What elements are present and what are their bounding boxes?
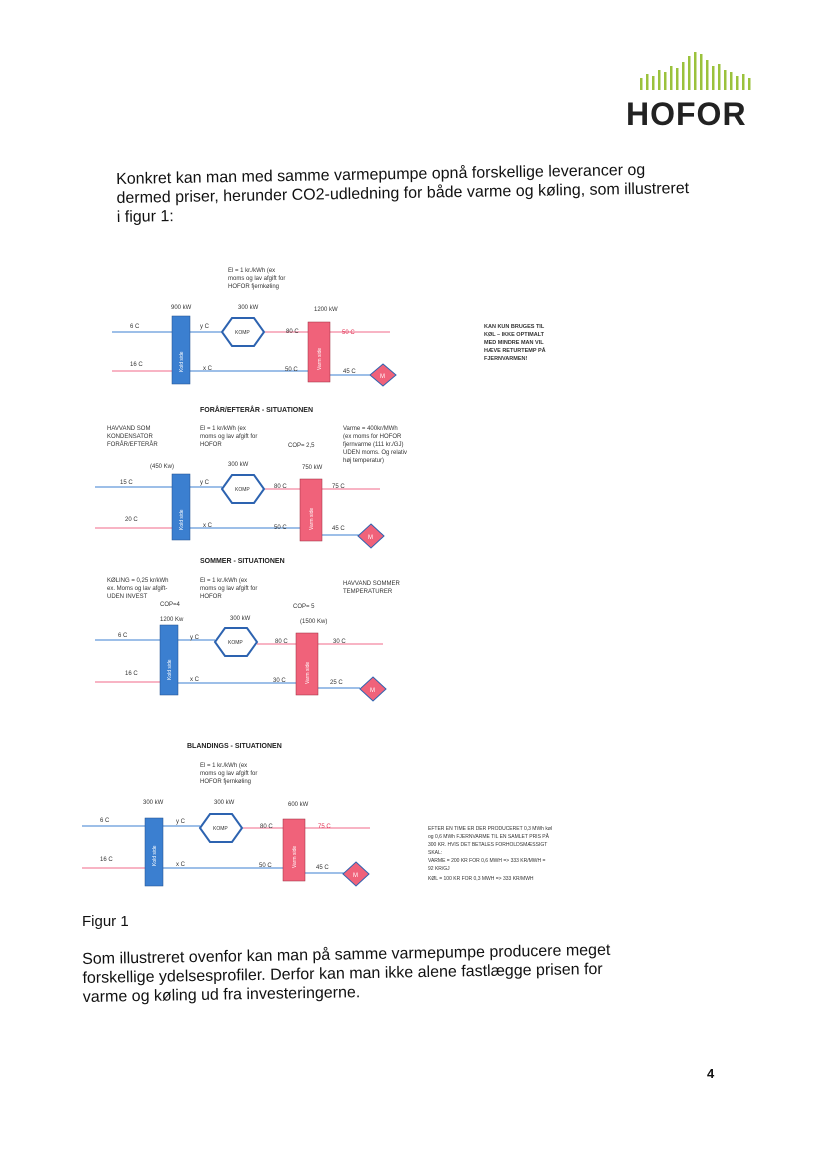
d1-yc: y C: [200, 324, 209, 330]
d1-note-1: KAN KUN BRUGES TIL: [484, 324, 545, 330]
d3-left-kw: 1200 Kw: [160, 617, 184, 623]
d4-el-line-3: HOFOR fjernkøling: [200, 779, 252, 785]
d1-el-line-1: El = 1 kr./kWh (ex: [228, 268, 276, 274]
d3-motor-label: M: [370, 688, 375, 694]
diagram-1: [112, 268, 546, 414]
d3-mid-kw: 300 kW: [230, 616, 251, 622]
d1-motor-label: M: [380, 374, 385, 380]
d1-xc: x C: [203, 366, 212, 372]
d2-mid-kw: 300 kW: [228, 462, 249, 468]
d4-left-kw: 300 kW: [143, 800, 164, 806]
page-number: 4: [707, 1066, 715, 1081]
d1-note-4: HÆVE RETURTEMP PÅ: [484, 348, 546, 354]
d2-left-note-1: HAVVAND SOM: [107, 426, 151, 432]
d1-varm-label: Varm side: [317, 347, 323, 370]
d2-varm-label: Varm side: [309, 507, 315, 530]
d4-cold-out: 16 C: [100, 857, 113, 863]
d1-cold-in: 6 C: [130, 324, 140, 330]
figure-caption: Figur 1: [82, 913, 129, 930]
d4-kold-label: Kold side: [152, 845, 158, 866]
d1-cold-out: 16 C: [130, 362, 143, 368]
d1-mid-kw: 300 kW: [238, 305, 259, 311]
outro-paragraph: Som illustreret ovenfor kan man på samme varmepumpe producere meget forskellige ydelsesprofiler. Derfor kan man ikke alene fastlægge prisen for varme og køling ud fra investeringerne.: [82, 941, 611, 1006]
d3-left-note-1: KØLING = 0,25 kr/kWh: [107, 578, 169, 584]
d2-left-note-2: KONDENSATOR: [107, 434, 153, 440]
d2-yc: y C: [200, 480, 209, 486]
d2-ret: 45 C: [332, 526, 345, 532]
d3-el-line-3: HOFOR: [200, 594, 222, 600]
d2-right-note-4: UDEN moms. Og relativ: [343, 450, 408, 456]
d1-hot-out: 50 C: [342, 330, 355, 336]
d3-el-line-1: El = 1 kr./kWh (ex: [200, 578, 248, 584]
d4-komp-label: KOMP: [213, 826, 228, 832]
d4-note-7: KØL = 100 KR FOR 0,3 MWH => 333 KR/MWH: [428, 876, 534, 882]
d1-hot-bottom: 50 C: [285, 367, 298, 373]
diagram-2: [95, 426, 407, 565]
d1-kold-side-block: [172, 316, 190, 384]
d2-left-kw: (450 Kw): [150, 464, 175, 470]
d1-ret: 45 C: [343, 369, 356, 375]
d1-komp-label: KOMP: [235, 330, 250, 336]
d2-motor-label: M: [368, 535, 373, 541]
d3-right-note-2: TEMPERATURER: [343, 589, 393, 595]
d1-title: FORÅR/EFTERÅR - SITUATIONEN: [200, 407, 314, 414]
d3-cop-left: COP=4: [160, 602, 180, 608]
d3-cop-right: COP= 5: [293, 604, 315, 610]
d2-hot-bottom: 50 C: [274, 525, 287, 531]
d4-note-3: 300 KR. HVIS DET BETALES FORHOLDSMÆSSIGT: [428, 842, 548, 848]
d3-kold-label: Kold side: [167, 659, 173, 680]
d2-komp-label: KOMP: [235, 487, 250, 493]
d2-title: SOMMER - SITUATIONEN: [200, 558, 285, 565]
hofor-logo-text: HOFOR: [626, 96, 747, 132]
d2-el-line-2: moms og lav afgift for: [200, 434, 258, 440]
intro-paragraph: Konkret kan man med samme varmepumpe opnå forskellige leverancer og dermed priser, herunder CO2-udledning for både varme og køling, som illustreret i figur 1:: [116, 161, 690, 226]
d1-hot-top: 80 C: [286, 329, 299, 335]
d4-cold-in: 6 C: [100, 818, 110, 824]
d3-left-note-3: UDEN INVEST: [107, 594, 148, 600]
d1-left-kw: 900 kW: [171, 305, 192, 311]
d4-mid-kw: 300 kW: [214, 800, 235, 806]
d3-varm-label: Varm side: [305, 661, 311, 684]
d4-note-6: 92 KR/GJ: [428, 866, 450, 872]
d1-note-3: MED MINDRE MAN VIL: [484, 340, 544, 346]
d3-hot-top: 80 C: [275, 639, 288, 645]
d2-right-note-2: (ex moms for HOFOR: [343, 434, 402, 440]
d4-motor-label: M: [353, 873, 358, 879]
d3-yc: y C: [190, 635, 199, 641]
d1-el-line-3: HOFOR fjernkøling: [228, 284, 280, 290]
d2-cop: COP= 2,5: [288, 443, 315, 449]
d3-el-line-2: moms og lav afgift for: [200, 586, 258, 592]
d2-el-line-1: El = 1 kr/kWh (ex: [200, 426, 246, 432]
d1-right-kw: 1200 kW: [314, 307, 338, 313]
d2-right-note-5: høj temperatur): [343, 458, 385, 464]
d3-cold-out: 16 C: [125, 671, 138, 677]
d2-cold-in: 15 C: [120, 480, 133, 486]
d3-komp-label: KOMP: [228, 640, 243, 646]
d2-hot-top: 80 C: [274, 484, 287, 490]
d3-hot-bottom: 30 C: [273, 678, 286, 684]
d4-varm-label: Varm side: [292, 845, 298, 868]
d2-left-note-3: FORÅR/EFTERÅR: [107, 442, 158, 448]
d3-right-note-1: HAVVAND SOMMER: [343, 581, 400, 587]
d2-xc: x C: [203, 523, 212, 529]
d4-xc: x C: [176, 862, 185, 868]
d3-right-kw: (1500 Kw): [300, 619, 328, 625]
d3-xc: x C: [190, 677, 199, 683]
d1-el-line-2: moms og lav afgift for: [228, 276, 286, 282]
d4-right-kw: 600 kW: [288, 802, 309, 808]
d2-right-note-3: fjernvarme (111 kr./GJ): [343, 442, 404, 448]
d2-right-kw: 750 kW: [302, 465, 323, 471]
d4-el-line-2: moms og lav afgift for: [200, 771, 258, 777]
d2-right-note-1: Varme = 400kr/MWh: [343, 426, 398, 432]
d4-note-1: EFTER EN TIME ER DER PRODUCERET 0,3 MWh køl: [428, 826, 552, 832]
d2-hot-out: 75 C: [332, 484, 345, 490]
d1-kold-label: Kold side: [179, 351, 185, 372]
d4-ret: 45 C: [316, 865, 329, 871]
d3-title: BLANDINGS - SITUATIONEN: [187, 743, 282, 750]
d2-el-line-3: HOFOR: [200, 442, 222, 448]
d3-cold-in: 6 C: [118, 633, 128, 639]
d4-yc: y C: [176, 819, 185, 825]
diagram-4: [82, 763, 552, 886]
d3-left-note-2: ex. Moms og lav afgift-: [107, 586, 168, 592]
d4-hot-top: 80 C: [260, 824, 273, 830]
d4-hot-bottom: 50 C: [259, 863, 272, 869]
d4-note-4: SKAL:: [428, 850, 443, 856]
d2-cold-out: 20 C: [125, 517, 138, 523]
diagram-3: [95, 578, 400, 750]
d4-hot-out: 75 C: [318, 824, 331, 830]
d3-ret: 25 C: [330, 680, 343, 686]
d4-note-2: og 0,6 MWh FJERNVARME TIL EN SAMLET PRIS PÅ: [428, 834, 549, 840]
d3-hot-out: 30 C: [333, 639, 346, 645]
d4-note-5: VARME = 200 KR FOR 0,6 MWH => 333 KR/MWH =: [428, 858, 546, 864]
d1-note-5: FJERNVARMEN!: [484, 356, 528, 362]
d4-el-line-1: El = 1 kr./kWh (ex: [200, 763, 248, 769]
d2-kold-label: Kold side: [179, 509, 185, 530]
d1-note-2: KØL – IKKE OPTIMALT: [484, 332, 544, 338]
